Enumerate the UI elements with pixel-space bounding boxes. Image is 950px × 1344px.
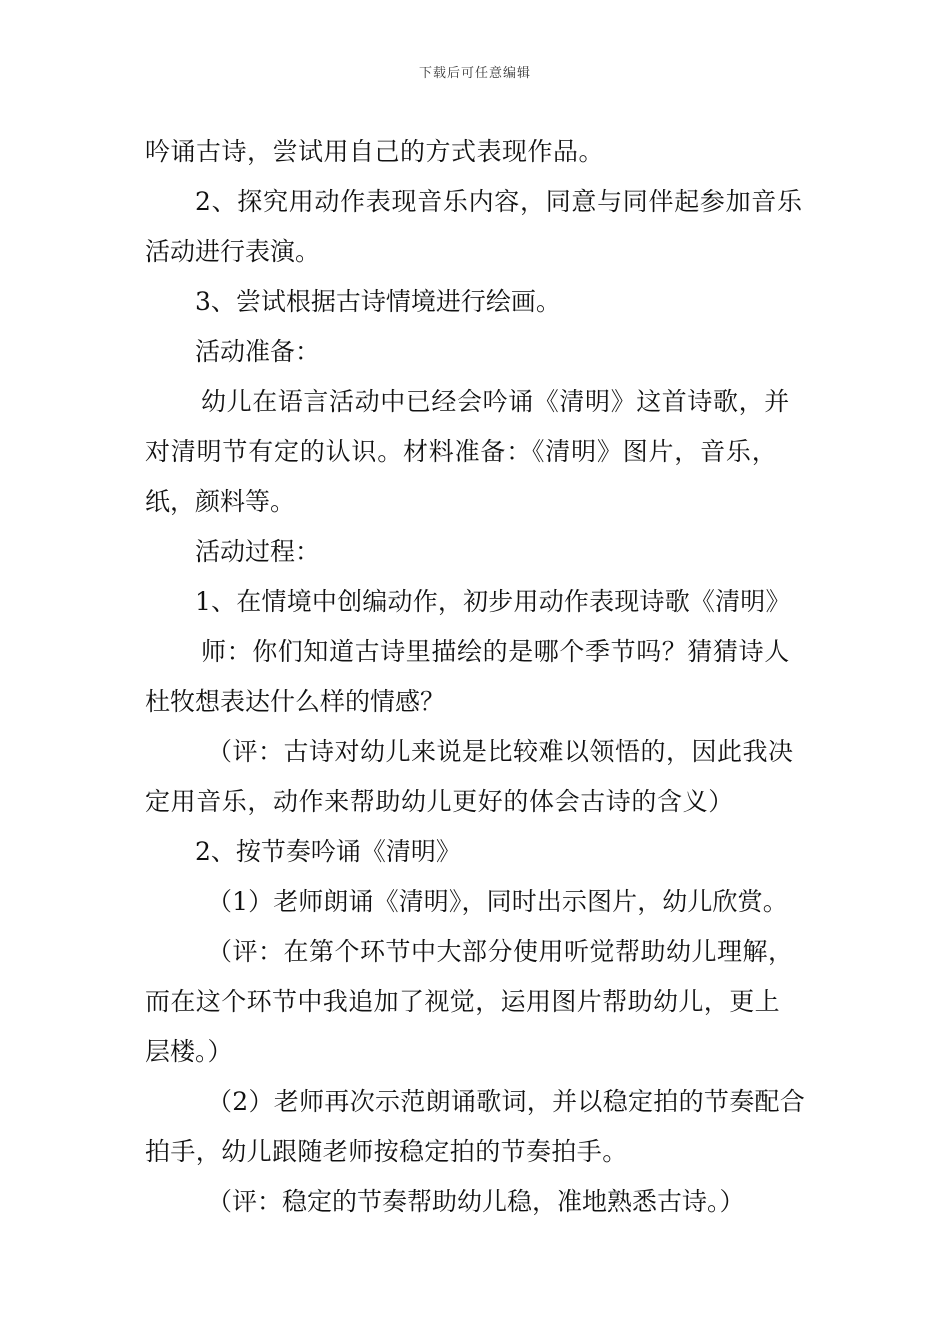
text-line-3: 活动进行表演。 bbox=[145, 237, 321, 266]
text-line-21: 拍手，幼儿跟随老师按稳定拍的节奏拍手。 bbox=[145, 1137, 628, 1166]
text-line-14: 定用音乐，动作来帮助幼儿更好的体会古诗的含义） bbox=[145, 787, 734, 816]
text-line-11: 师：你们知道古诗里描绘的是哪个季节吗？猜猜诗人 bbox=[201, 637, 790, 666]
text-line-2: 2、探究用动作表现音乐内容，同意与同伴起参加音乐 bbox=[195, 187, 803, 216]
text-line-6: 幼儿在语言活动中已经会吟诵《清明》这首诗歌，并 bbox=[201, 387, 790, 416]
text-line-13: （评：古诗对幼儿来说是比较难以领悟的，因此我决 bbox=[207, 737, 794, 766]
text-line-5: 活动准备： bbox=[195, 337, 321, 366]
text-line-9: 活动过程： bbox=[195, 537, 321, 566]
page-header-note: 下载后可任意编辑 bbox=[418, 66, 531, 81]
text-line-10: 1、在情境中创编动作，初步用动作表现诗歌《清明》 bbox=[195, 587, 791, 616]
text-line-16: （1）老师朗诵《清明》，同时出示图片，幼儿欣赏。 bbox=[207, 887, 788, 916]
text-line-1: 吟诵古诗，尝试用自己的方式表现作品。 bbox=[145, 137, 605, 166]
text-line-7: 对清明节有定的认识。材料准备：《清明》图片，音乐， bbox=[145, 437, 778, 466]
text-line-19: 层楼。） bbox=[145, 1037, 233, 1066]
text-line-4: 3、尝试根据古诗情境进行绘画。 bbox=[195, 287, 561, 316]
text-line-17: （评：在第个环节中大部分使用听觉帮助幼儿理解， bbox=[207, 937, 794, 966]
text-line-18: 而在这个环节中我追加了视觉，运用图片帮助幼儿，更上 bbox=[145, 987, 781, 1016]
text-line-15: 2、按节奏吟诵《清明》 bbox=[195, 837, 461, 866]
text-line-22: （评：稳定的节奏帮助幼儿稳，准地熟悉古诗。） bbox=[207, 1187, 745, 1216]
text-line-20: （2）老师再次示范朗诵歌词，并以稳定拍的节奏配合 bbox=[207, 1087, 806, 1116]
text-line-8: 纸，颜料等。 bbox=[145, 487, 296, 516]
text-line-12: 杜牧想表达什么样的情感？ bbox=[145, 687, 446, 716]
